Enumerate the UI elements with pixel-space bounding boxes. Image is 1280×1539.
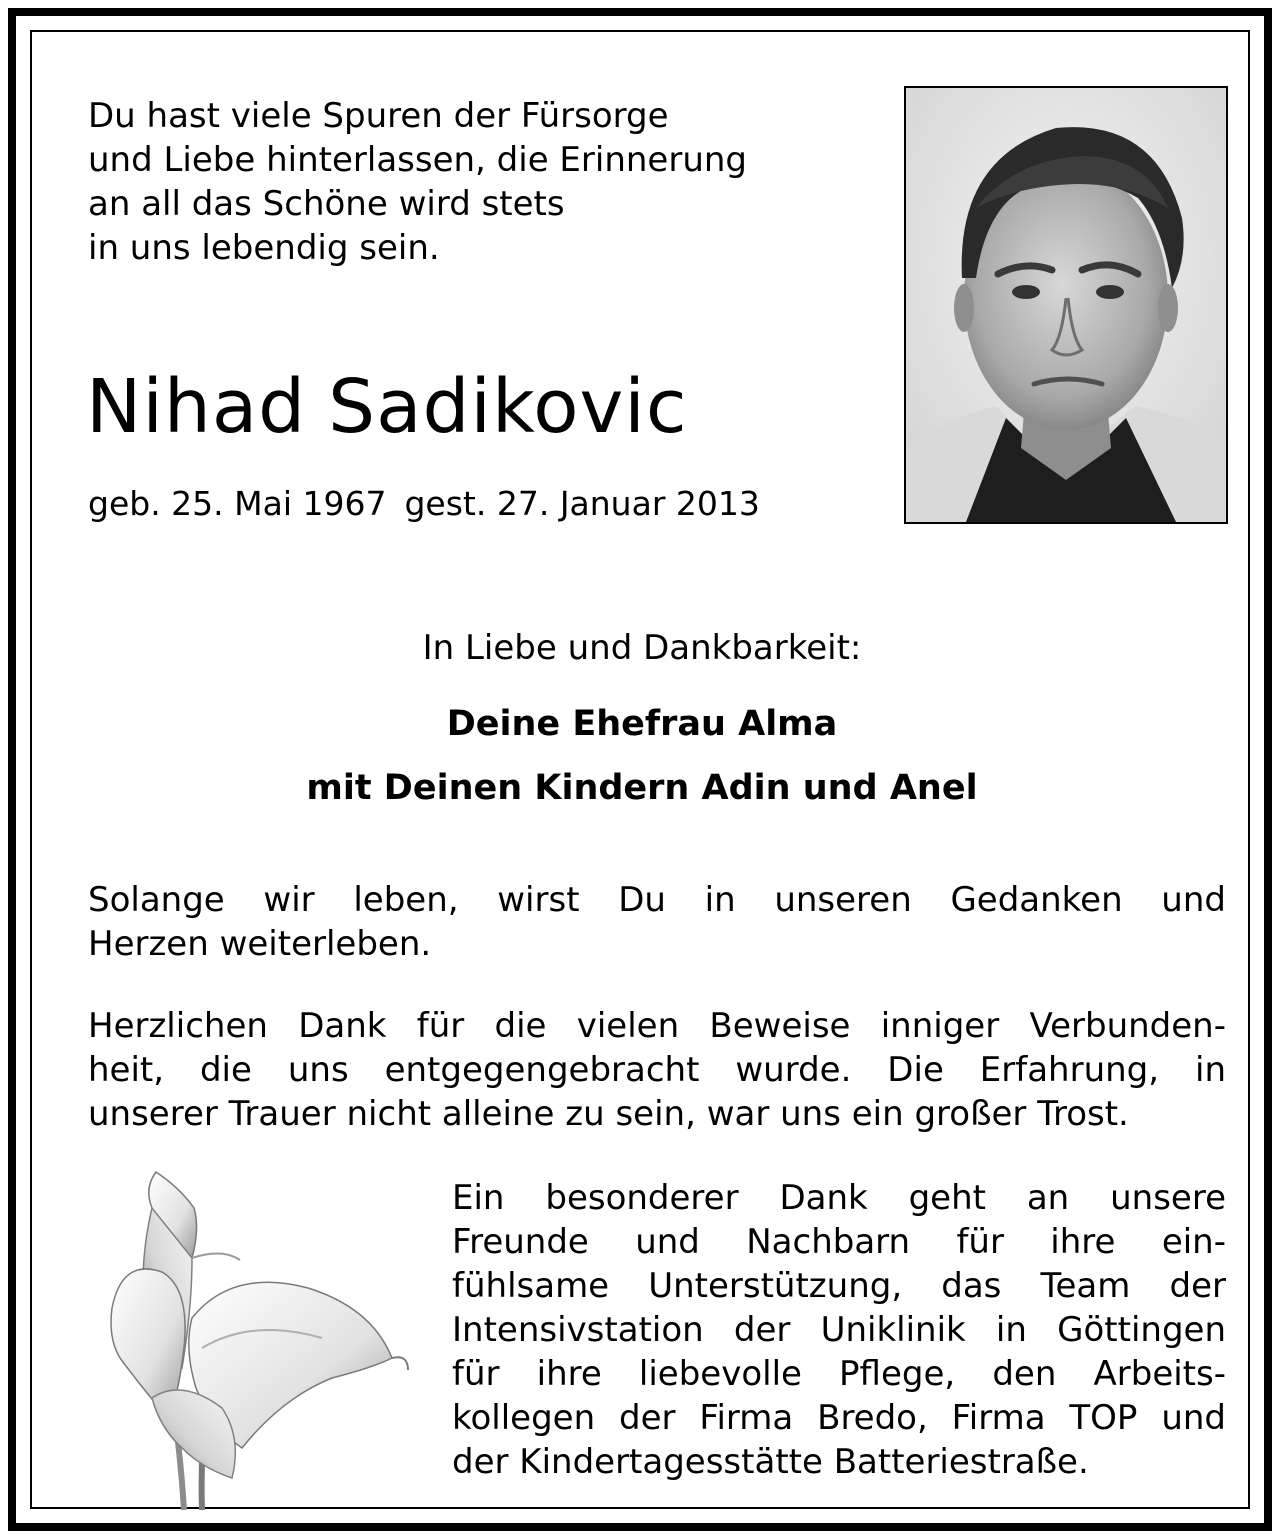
memorial-poem bbox=[88, 94, 848, 270]
deceased-name bbox=[86, 362, 688, 452]
paragraph-line: Ein besonderer Dank geht an unsere bbox=[452, 1178, 1226, 1218]
paragraph-line: Intensivstation der Uniklinik in Göttingen bbox=[452, 1310, 1226, 1350]
first-name: Nihad bbox=[86, 364, 307, 450]
family-children: mit Deinen Kindern Adin und Anel bbox=[306, 768, 978, 808]
poem-line: und Liebe hinterlassen, die Erinnerung bbox=[88, 140, 747, 180]
paragraph-line: unserer Trauer nicht alleine zu sein, war uns ein großer Trost. bbox=[88, 1094, 1129, 1134]
paragraph-line: Herzlichen Dank für die vielen Beweise inniger Verbunden- bbox=[88, 1006, 1226, 1046]
remembrance-paragraph bbox=[88, 878, 1226, 966]
birth-date: geb. 25. Mai 1967 bbox=[88, 484, 387, 523]
obituary-outer-frame bbox=[8, 8, 1272, 1531]
last-name: Sadikovic bbox=[328, 364, 688, 450]
paragraph-line: kollegen der Firma Bredo, Firma TOP und bbox=[452, 1398, 1226, 1438]
portrait-photo bbox=[904, 86, 1228, 524]
paragraph-line: Freunde und Nachbarn für ihre ein- bbox=[452, 1222, 1226, 1262]
family-wife: Deine Ehefrau Alma bbox=[446, 704, 838, 744]
special-thanks-paragraph bbox=[452, 1176, 1226, 1484]
poem-line: an all das Schöne wird stets bbox=[88, 184, 565, 224]
poem-line: Du hast viele Spuren der Fürsorge bbox=[88, 96, 669, 136]
portrait-icon bbox=[906, 88, 1226, 522]
paragraph-line: der Kindertagesstätte Batteriestraße. bbox=[452, 1442, 1089, 1482]
calla-lily-icon bbox=[72, 1148, 412, 1510]
obituary-inner-frame bbox=[30, 30, 1250, 1509]
gratitude-paragraph bbox=[88, 1004, 1226, 1136]
paragraph-line: fühlsame Unterstützung, das Team der bbox=[452, 1266, 1226, 1306]
life-dates bbox=[88, 484, 760, 524]
paragraph-line: für ihre liebevolle Pflege, den Arbeits- bbox=[452, 1354, 1226, 1394]
paragraph-line: Herzen weiterleben. bbox=[88, 924, 432, 964]
death-date: gest. 27. Januar 2013 bbox=[404, 484, 760, 523]
paragraph-line: Solange wir leben, wirst Du in unseren Gedanken und bbox=[88, 880, 1226, 920]
paragraph-line: heit, die uns entgegengebracht wurde. Die Erfahrung, in bbox=[88, 1050, 1226, 1090]
poem-line: in uns lebendig sein. bbox=[88, 228, 440, 268]
thanks-intro: In Liebe und Dankbarkeit: bbox=[422, 628, 862, 668]
